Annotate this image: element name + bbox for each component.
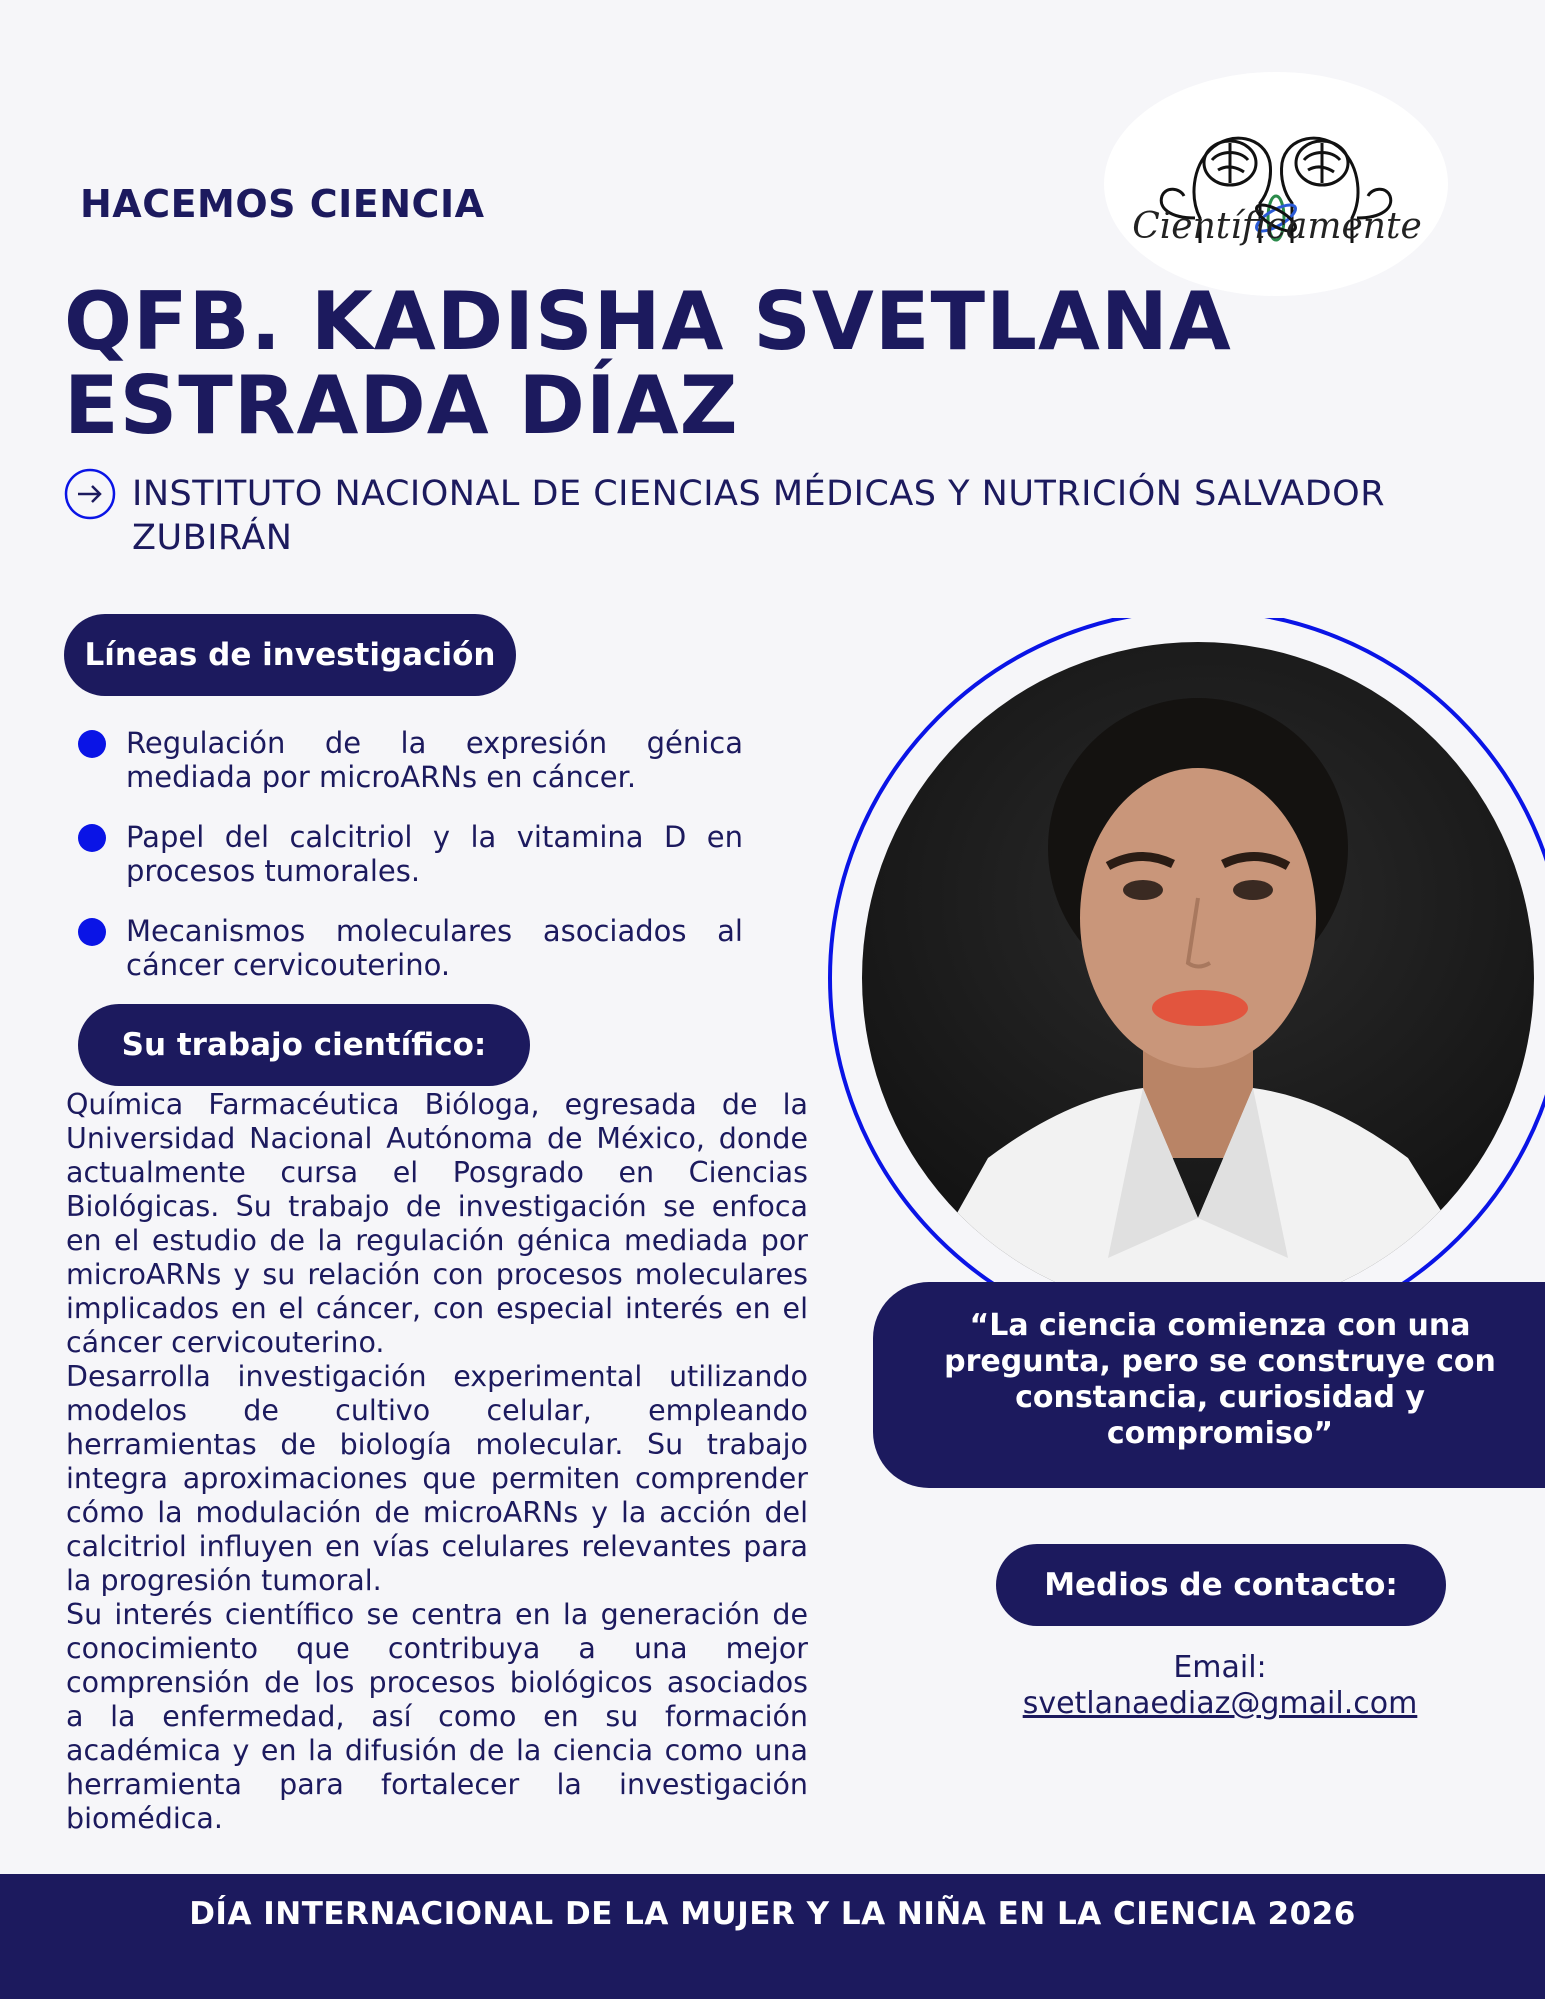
email-label: Email: xyxy=(1173,1650,1267,1685)
page-title xyxy=(64,275,1364,452)
email-link[interactable]: svetlanaediaz@gmail.com xyxy=(1022,1686,1418,1721)
portrait-photo xyxy=(808,618,1545,1318)
name-line-1: QFB. KADISHA SVETLANA xyxy=(64,275,1232,368)
list-item xyxy=(78,820,743,888)
footer-text: DÍA INTERNACIONAL DE LA MUJER Y LA NIÑA EN LA CIENCIA 2026 xyxy=(189,1896,1356,1932)
scientific-work-heading: Su trabajo científico: xyxy=(78,1004,530,1086)
cientificamente-logo xyxy=(1100,68,1452,300)
logo-wordmark: Científicamente xyxy=(1132,206,1422,247)
list-item xyxy=(78,914,743,982)
research-lines-list xyxy=(78,726,743,1008)
page-kicker: HACEMOS CIENCIA xyxy=(80,182,485,226)
bullet-dot-icon xyxy=(78,730,106,758)
contact-heading: Medios de contacto: xyxy=(996,1544,1446,1626)
research-item-text: Regulación de la expresión génica mediada por microARNs en cáncer. xyxy=(126,726,743,794)
footer-bar xyxy=(0,1874,1545,1999)
arrow-circle-icon xyxy=(64,468,116,520)
bio-paragraph: Su interés científico se centra en la generación de conocimiento que contribuya a una mejor comprensión de los procesos biológicos asociados a la enfermedad, así como en su formación académica y en la difusión de la ciencia como una herramienta para fortalecer la investigación biomédica. xyxy=(66,1598,808,1835)
scientific-work-body xyxy=(66,1088,808,1836)
bullet-dot-icon xyxy=(78,824,106,852)
research-item-text: Mecanismos moleculares asociados al cáncer cervicouterino. xyxy=(126,914,743,982)
research-item-text: Papel del calcitriol y la vitamina D en procesos tumorales. xyxy=(126,820,743,888)
list-item xyxy=(78,726,743,794)
research-lines-heading: Líneas de investigación xyxy=(64,614,516,696)
bio-paragraph: Desarrolla investigación experimental utilizando modelos de cultivo celular, empleando herramientas de biología molecular. Su trabajo integra aproximaciones que permiten comprender cómo la modulación de microARNs y la acción del calcitriol influyen en vías celulares relevantes para la progresión tumoral. xyxy=(66,1360,808,1597)
institute-name: INSTITUTO NACIONAL DE CIENCIAS MÉDICAS Y NUTRICIÓN SALVADOR ZUBIRÁN xyxy=(132,474,1386,558)
name-line-2: ESTRADA DÍAZ xyxy=(64,359,739,452)
bullet-dot-icon xyxy=(78,918,106,946)
quote-text: “La ciencia comienza con una pregunta, pero se construye con constancia, curiosidad y compromiso” xyxy=(944,1308,1496,1451)
bio-paragraph: Química Farmacéutica Bióloga, egresada de la Universidad Nacional Autónoma de México, donde actualmente cursa el Posgrado en Ciencias Biológicas. Su trabajo de investigación se enfoca en el estudio de la regulación génica mediada por microARNs y su relación con procesos moleculares implicados en el cáncer, con especial interés en el cáncer cervicouterino. xyxy=(66,1088,808,1359)
